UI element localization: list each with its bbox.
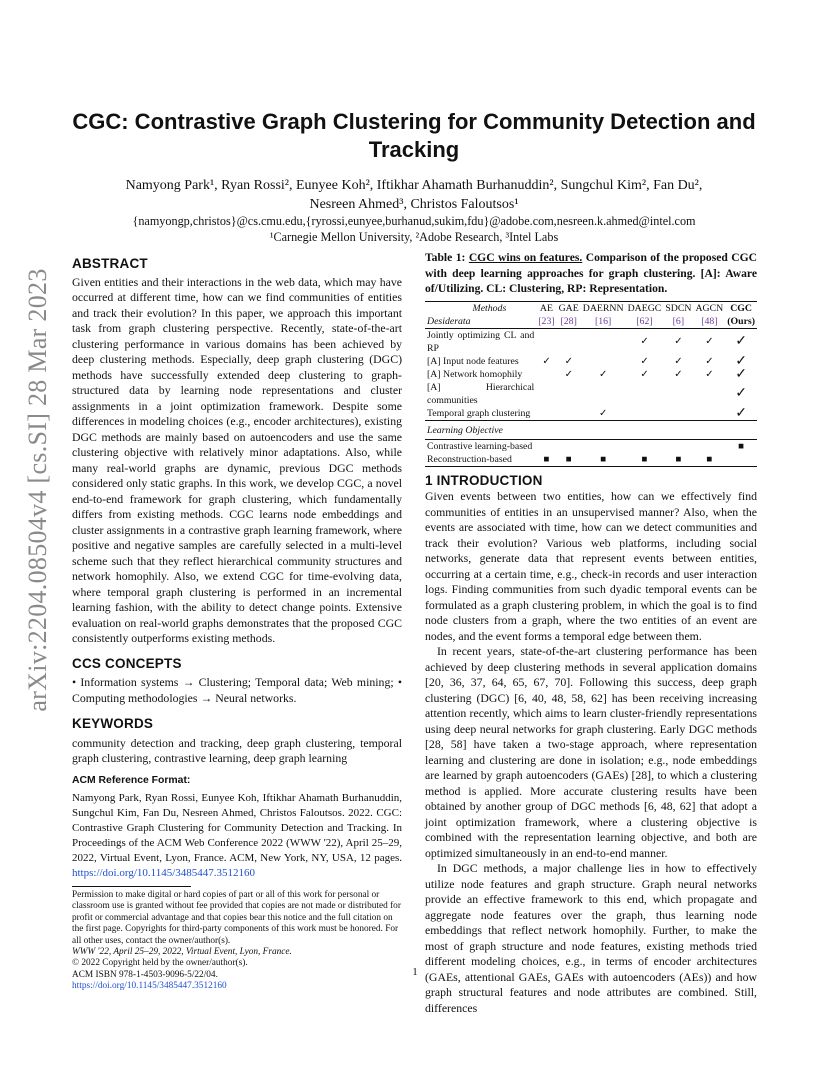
table-cell bbox=[536, 368, 556, 381]
methods-header: Methods bbox=[472, 302, 507, 314]
table-cell: ✓ bbox=[640, 355, 649, 367]
row-label: [A] Hierarchical communities bbox=[427, 381, 535, 406]
objective-label: Learning Objective bbox=[425, 420, 757, 439]
col-ref[interactable]: [28] bbox=[560, 315, 577, 327]
acm-ref-doi-link[interactable]: https://doi.org/10.1145/3485447.3512160 bbox=[72, 867, 256, 879]
table-cell: ✓ bbox=[599, 407, 608, 419]
arxiv-sidebar: arXiv:2204.08504v4 [cs.SI] 28 Mar 2023 bbox=[23, 267, 52, 712]
table-cell: ✓ bbox=[735, 386, 747, 401]
table-cell: ✓ bbox=[640, 336, 649, 347]
keywords-text: community detection and tracking, deep graph clustering, temporal graph clustering, contrastive learning, deep graph learning bbox=[72, 735, 402, 765]
table-cell: ✓ bbox=[705, 355, 714, 367]
affiliations: ¹Carnegie Mellon University, ²Adobe Research, ³Intel Labs bbox=[269, 230, 559, 244]
permission-copyright: © 2022 Copyright held by the owner/author(s). bbox=[72, 958, 248, 969]
table-cell: ✓ bbox=[735, 405, 747, 421]
table-cell: ✓ bbox=[674, 336, 683, 347]
table-cell: ■ bbox=[738, 440, 745, 452]
authors-line-1: Namyong Park¹, Ryan Rossi², Eunyee Koh², Iftikhar Ahamath Burhanuddin², Sungchul Kim², Fan Du², bbox=[125, 178, 703, 193]
permission-block bbox=[72, 890, 402, 993]
acm-ref-body: Namyong Park, Ryan Rossi, Eunyee Koh, Iftikhar Ahamath Burhanuddin, Sungchul Kim, Fan Du, Nesreen Ahmed, Christos Faloutsos. 2022. CGC: Contrastive Graph Clustering for Community Detection and Tracking. In Proceedings of the ACM Web Conference 2022 (WWW '22), April 25–29, 2022, Virtual Event, Lyon, France. ACM, New York, NY, USA, 12 pages. bbox=[72, 792, 402, 864]
table-row bbox=[425, 368, 757, 381]
table-cell: ✓ bbox=[640, 368, 649, 380]
col-ref[interactable]: [48] bbox=[701, 315, 718, 327]
col-header: DAERNN bbox=[582, 302, 624, 314]
table-row bbox=[425, 407, 757, 421]
table-cell bbox=[663, 439, 693, 453]
permission-venue: WWW '22, April 25–29, 2022, Virtual Event, Lyon, France. bbox=[72, 947, 292, 958]
table-cell bbox=[626, 381, 664, 407]
table-cell: ■ bbox=[600, 453, 607, 465]
table-cell: ✓ bbox=[599, 368, 608, 380]
authors-line-2: Nesreen Ahmed³, Christos Faloutsos¹ bbox=[309, 197, 519, 212]
table-cell: ■ bbox=[675, 453, 682, 465]
col-header: SDCN bbox=[665, 302, 692, 314]
ccs-heading: CCS CONCEPTS bbox=[72, 655, 182, 671]
col-ref[interactable]: [62] bbox=[636, 315, 653, 327]
table-cell: ✓ bbox=[735, 334, 747, 349]
col-ref[interactable]: [6] bbox=[672, 315, 685, 327]
table-caption-highlight: CGC wins on features. bbox=[468, 251, 583, 264]
col-header-cgc: CGC bbox=[730, 302, 752, 314]
table-row bbox=[425, 439, 757, 453]
paper-title: CGC: Contrastive Graph Clustering for Community Detection and Tracking bbox=[72, 109, 756, 162]
table-row bbox=[425, 453, 757, 467]
col-header: AGCN bbox=[695, 302, 724, 314]
intro-paragraph-1: Given events between two entities, how can we effectively find communities of entities in an unsupervised manner? Also, when the events are associated with time, how can we detect communities and track their evolution? Various web platforms, including social networks, generate data that represent events between entities, occurring at a certain time, e.g., check-in records and user interaction logs. Finding communities from such dyadic temporal events can be formulated as a graph clustering problem, in which the goal is to find node clusters from a graph, where the two entities of an event are nodes, and the event forms a temporal edge between them. bbox=[425, 489, 757, 643]
col-header: DAEGC bbox=[627, 302, 662, 314]
table-cell: ✓ bbox=[564, 355, 573, 367]
col-ref-ours: (Ours) bbox=[727, 315, 755, 327]
row-label: Reconstruction-based bbox=[427, 453, 512, 465]
desiderata-header: Desiderata bbox=[427, 315, 471, 327]
table-cell bbox=[626, 407, 664, 421]
table-cell: ✓ bbox=[674, 368, 683, 380]
row-label: [A] Input node features bbox=[427, 355, 519, 367]
authors bbox=[70, 176, 758, 214]
table-cell bbox=[557, 328, 581, 355]
table-cell bbox=[557, 439, 581, 453]
table-cell bbox=[693, 407, 725, 421]
table-cell bbox=[581, 355, 626, 368]
col-header: AE bbox=[539, 302, 553, 314]
table-row bbox=[425, 328, 757, 355]
table-cell bbox=[581, 328, 626, 355]
table-cell: ✓ bbox=[735, 366, 747, 382]
table-cell bbox=[626, 439, 664, 453]
table-cell bbox=[536, 407, 556, 421]
table-cell bbox=[663, 381, 693, 407]
row-label: Temporal graph clustering bbox=[427, 407, 531, 419]
table-caption-label: Table 1: bbox=[425, 251, 466, 264]
keywords-heading: KEYWORDS bbox=[72, 716, 154, 731]
table-cell: ■ bbox=[641, 453, 648, 465]
table-row bbox=[425, 381, 757, 407]
table-cell bbox=[557, 407, 581, 421]
comparison-table bbox=[425, 301, 757, 467]
permission-text: Permission to make digital or hard copies of part or all of this work for personal or classroom use is granted without fee provided that copies are not made or distributed for profit or commercial advantage and that copies bear this notice and the full citation on the first page. Copyrights for third-party components of this work must be honored. For all other uses, contact the owner/author(s). bbox=[72, 890, 401, 946]
table-cell: ■ bbox=[565, 453, 572, 465]
ccs-text: • Information systems → Clustering; Temporal data; Web mining; • Computing methodologies → Neural networks. bbox=[72, 675, 402, 705]
table-cell: ✓ bbox=[564, 368, 573, 380]
row-label: Contrastive learning-based bbox=[427, 440, 533, 452]
author-emails: {namyongp,christos}@cs.cmu.edu,{ryrossi,eunyee,burhanud,sukim,fdu}@adobe.com,nesreen.k.ahmed@intel.com bbox=[132, 214, 696, 228]
col-header: GAE bbox=[558, 302, 579, 314]
table-cell bbox=[536, 381, 556, 407]
table-caption-rest: Comparison of the proposed CGC with deep learning approaches for graph clustering. [A]: Aware of/Utilizing. CL: Clustering, RP: Representation. bbox=[425, 251, 757, 295]
acm-ref-heading: ACM Reference Format: bbox=[72, 774, 191, 786]
table-cell: ✓ bbox=[705, 368, 714, 380]
table-caption bbox=[425, 250, 757, 297]
table-cell: ✓ bbox=[542, 355, 551, 367]
intro-heading: 1 INTRODUCTION bbox=[425, 472, 543, 488]
col-ref[interactable]: [23] bbox=[538, 315, 555, 327]
table-cell bbox=[536, 328, 556, 355]
table-cell: ■ bbox=[543, 453, 550, 465]
permission-doi-link[interactable]: https://doi.org/10.1145/3485447.3512160 bbox=[72, 981, 227, 992]
table-cell bbox=[693, 381, 725, 407]
table-cell: ✓ bbox=[705, 336, 714, 347]
table-cell bbox=[581, 439, 626, 453]
right-column bbox=[425, 250, 757, 1016]
row-label: Jointly optimizing CL and RP bbox=[427, 329, 535, 354]
left-column bbox=[72, 256, 402, 993]
table-cell: ✓ bbox=[735, 353, 747, 369]
table-cell bbox=[693, 439, 725, 453]
row-label: [A] Network homophily bbox=[427, 368, 523, 380]
intro-paragraph-2: In recent years, state-of-the-art clustering performance has been achieved by deep clustering methods in several application domains [20, 36, 37, 64, 65, 67, 70]. Following this success, deep graph clustering (DGC) [6, 40, 48, 58, 62] has been receiving increasing attention recently, which aims to learn cluster-friendly representations using deep neural networks for graph clustering. Early DGC methods [28, 58] have taken a two-stage approach, where representation learning and clustering are done in isolation; e.g., node embeddings are learned by graph autoencoders (GAEs) [28], to which a clustering method is applied. More accurate clustering results have been obtained by another group of DGC methods [6, 48, 62] that adopt a joint optimization framework, where a clustering objective is combined with the representation learning objective, and both are optimized simultaneously in an end-to-end manner. bbox=[425, 644, 757, 860]
table-cell bbox=[536, 439, 556, 453]
table-cell bbox=[557, 381, 581, 407]
abstract-text: Given entities and their interactions in the web data, which may have occurred at different time, how can we find communities of entities and track their evolution? In this paper, we approach this important task from graph clustering perspective. Recently, state-of-the-art clustering performance in various domains has been achieved by deep clustering methods. Especially, deep graph clustering (DGC) methods have successfully extended deep clustering to graph-structured data by learning node representations and cluster assignments in a joint optimization framework. Despite some differences in modeling choices (e.g., encoder architectures), existing DGC methods are mainly based on autoencoders and use the same clustering objective with relatively minor adaptations. Also, while many real-world graphs are dynamic, previous DGC methods considered only static graphs. In this work, we develop CGC, a novel end-to-end framework for graph clustering, which fundamentally differs from existing methods. CGC learns node embeddings and cluster assignments in a contrastive graph learning framework, where positive and negative samples are carefully selected in a multi-level scheme such that they reflect hierarchical community structures and network homophily. Also, we extend CGC for time-evolving data, where temporal graph clustering is performed in an incremental learning fashion, with the ability to detect change points. Extensive evaluation on real-world graphs demonstrates that the proposed CGC consistently outperforms existing methods. bbox=[72, 274, 402, 645]
page-number: 1 bbox=[412, 966, 418, 978]
acm-ref-text bbox=[72, 791, 402, 881]
table-cell bbox=[663, 407, 693, 421]
table-row bbox=[425, 355, 757, 368]
table-cell bbox=[581, 381, 626, 407]
col-ref[interactable]: [16] bbox=[595, 315, 612, 327]
permission-isbn: ACM ISBN 978-1-4503-9096-5/22/04. bbox=[72, 969, 218, 980]
table-cell: ■ bbox=[706, 453, 713, 465]
table-cell: ✓ bbox=[674, 355, 683, 367]
abstract-heading: ABSTRACT bbox=[72, 256, 148, 271]
intro-paragraph-3: In DGC methods, a major challenge lies in how to effectively utilize node features and graph structure. Graph neural networks provide an effective framework to this end, which propagate and aggregate node features over the graph, thus learning node embeddings that reflect network homophily. Further, to make the most of graph structure and node features, existing methods tried different modeling choices, e.g., in terms of encoder architectures (GAEs, attentional GAEs, GAEs with autoencoders (AEs)) and how graph structural features and node attributes are combined. Still, differences bbox=[425, 861, 757, 1015]
table-cell bbox=[725, 453, 757, 467]
